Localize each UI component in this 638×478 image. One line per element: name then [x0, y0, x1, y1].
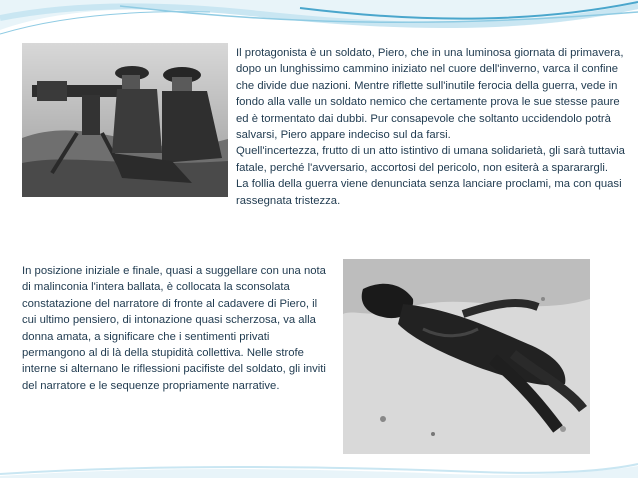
ballad-structure-text	[22, 263, 327, 394]
story-paragraph-2: Quell'incertezza, frutto di un atto istintivo di umana solidarietà, gli sarà tuttavia fatale, perché l'avversario, accortosi del pericolo, non esiterà a spararargli.	[236, 145, 625, 174]
structure-paragraph: In posizione iniziale e finale, quasi a suggellare con una nota di malinconia l'intera ballata, è collocata la sconsolata constatazione del narratore di fronte al cadavere di Piero, il cui ultimo pensiero, di intonazione quasi scherzosa, va alla donna amata, a significare che i sentimenti privati permangono al di là della stupidità collettiva. Nelle strofe interne si alternano le riflessioni pacifiste del soldato, gli inviti del narratore e le sequenze propriamente narrative.	[22, 265, 326, 392]
story-paragraph-3: La follia della guerra viene denunciata senza lanciare proclami, ma con quasi rassegnata tristezza.	[236, 178, 622, 207]
fallen-soldier-photo	[343, 259, 590, 454]
story-paragraph-1: Il protagonista è un soldato, Piero, che in una luminosa giornata di primavera, dopo un lunghissimo cammino iniziato nel cuore dell'inverno, varca il confine che divide due nazioni. Mentre riflette sull'inutile ferocia della guerra, vede in fondo alla valle un soldato nemico che certamente prova le sue stesse paure ed è tormentato dai dubbi. Pur consapevole che soltanto uccidendolo potrà salvarsi, Piero appare indeciso sul da farsi.	[236, 47, 624, 142]
story-summary-text	[236, 45, 626, 209]
soldiers-machine-gun-photo	[22, 43, 228, 197]
bottom-wave-decoration	[0, 448, 638, 478]
